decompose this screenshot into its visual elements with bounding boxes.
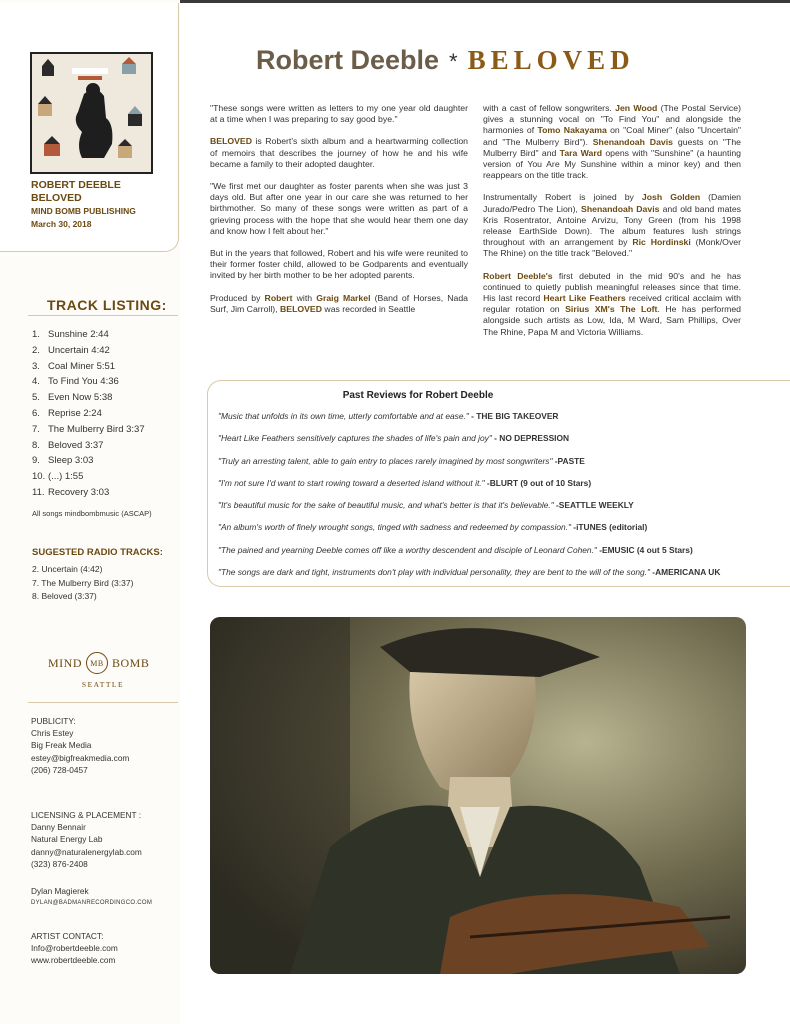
review-item xyxy=(218,433,720,455)
radio-tracks-heading: SUGESTED RADIO TRACKS: xyxy=(32,547,163,558)
contact-heading: ARTIST CONTACT: xyxy=(31,931,104,941)
bio-paragraph xyxy=(483,103,741,181)
review-source: -PASTE xyxy=(552,455,585,466)
track-number: 9. xyxy=(32,455,40,467)
bio-text: "These songs were written as letters to my one year old daughter at a time when I was preparing to say good bye." xyxy=(210,103,468,125)
bio-text: first debuted in the mid 90's and he has continued to quietly publish meaningful releases since that time. His last record xyxy=(483,270,741,304)
title-artist: Robert Deeble xyxy=(256,45,440,75)
track-number: 6. xyxy=(32,407,40,419)
contact-company: Natural Energy Lab xyxy=(31,834,103,845)
review-item xyxy=(218,478,720,500)
track-title: Beloved 3:37 xyxy=(48,439,104,451)
bio-paragraph xyxy=(483,192,741,259)
licensing-contact xyxy=(31,809,142,870)
contact-email-link[interactable]: estey@bigfreakmedia.com xyxy=(31,752,130,763)
track-number: 11. xyxy=(32,486,45,498)
track-number: 3. xyxy=(32,360,40,372)
list-item xyxy=(32,359,145,375)
track-title: To Find You 4:36 xyxy=(48,376,119,388)
list-item xyxy=(32,485,145,501)
bio-text: Instrumentally Robert is joined by xyxy=(483,192,642,203)
list-item xyxy=(32,327,145,343)
release-date: March 30, 2018 xyxy=(31,219,92,229)
list-item: 7. The Mulberry Bird (3:37) xyxy=(32,577,134,588)
track-number: 10. xyxy=(32,471,46,483)
list-item xyxy=(32,406,145,422)
release-album: BELOVED xyxy=(31,192,82,204)
list-item xyxy=(32,422,145,438)
bio-column-right xyxy=(483,103,741,349)
bio-highlight: BELOVED xyxy=(280,303,322,314)
review-item xyxy=(218,456,720,478)
artist-contact xyxy=(31,930,118,967)
bio-paragraph xyxy=(210,136,468,170)
contact-email-link[interactable]: danny@naturalenergylab.com xyxy=(31,846,142,857)
logo-text-left: MIND xyxy=(48,655,82,670)
divider xyxy=(28,315,178,316)
bio-paragraph xyxy=(483,271,741,338)
bio-text: was recorded in Seattle xyxy=(322,303,416,314)
track-title: Even Now 5:38 xyxy=(48,392,113,404)
reviews-panel xyxy=(207,380,790,587)
divider xyxy=(28,702,178,703)
logo-text-right: BOMB xyxy=(112,655,150,670)
publishing-note: All songs mindbombmusic (ASCAP) xyxy=(32,509,152,518)
review-quote: "An album's worth of finely wrought songs, tinged with sadness and redeemed by compassion." xyxy=(218,522,571,533)
review-quote: "The pained and yearning Deeble comes off like a worthy descendent and disciple of Leonard Cohen." xyxy=(218,544,597,555)
track-title: Reprise 2:24 xyxy=(48,407,102,419)
contact-company: Big Freak Media xyxy=(31,740,92,751)
list-item: 2. Uncertain (4:42) xyxy=(32,564,103,574)
bio-text: Produced by xyxy=(210,292,265,303)
list-item xyxy=(32,343,145,359)
track-number: 7. xyxy=(32,423,40,435)
sidebar xyxy=(0,0,180,1024)
reviews-title: Past Reviews for Robert Deeble xyxy=(342,390,494,401)
publicity-contact xyxy=(31,715,129,776)
star-separator-icon: * xyxy=(449,49,458,74)
track-number: 2. xyxy=(32,344,40,356)
bio-paragraph xyxy=(210,181,468,237)
track-listing-heading: TRACK LISTING: xyxy=(47,297,167,313)
bio-highlight: Graig Markel xyxy=(316,292,371,303)
artist-photo xyxy=(210,617,746,974)
reviews-list xyxy=(218,411,720,589)
contact-phone: (206) 728-0457 xyxy=(31,764,88,775)
track-number: 5. xyxy=(32,392,40,404)
review-item xyxy=(218,567,720,589)
release-label: MIND BOMB PUBLISHING xyxy=(31,206,136,216)
bio-column-left xyxy=(210,103,468,326)
track-title: The Mulberry Bird 3:37 xyxy=(48,423,145,435)
track-title: Coal Miner 5:51 xyxy=(48,360,116,372)
bio-paragraph xyxy=(210,248,468,282)
dylan-contact xyxy=(31,885,152,909)
bio-text: and old band mates Kris Rosentrator, Antoine Arvizu, Tony Green (from his 1998 release EarthSide Down). The album features lush strings throughout with an arrangement by xyxy=(483,203,741,248)
bio-highlight: Sirius XM's The Loft xyxy=(565,304,658,315)
release-artist: ROBERT DEEBLE xyxy=(31,179,121,191)
website-link[interactable]: www.robertdeeble.com xyxy=(31,955,116,966)
review-source: - THE BIG TAKEOVER xyxy=(468,411,559,421)
review-source: -AMERICANA UK xyxy=(649,567,721,578)
list-item xyxy=(32,469,145,485)
track-title: Uncertain 4:42 xyxy=(48,344,110,356)
track-number: 1. xyxy=(32,329,40,340)
contact-email-link[interactable]: Info@robertdeeble.com xyxy=(31,943,118,954)
review-quote: "The songs are dark and tight, instruments don't play with individual personality, they are bent to the will of the song." xyxy=(218,567,650,578)
bio-text: (Damien Jurado/Pedro The Lion), xyxy=(483,192,741,214)
review-source: -iTUNES (editorial) xyxy=(570,522,648,533)
album-cover-image xyxy=(30,52,153,174)
review-quote: "It's beautiful music for the sake of beautiful music, and what's better is that it's believable." xyxy=(218,500,554,511)
bio-paragraph xyxy=(210,293,468,315)
release-info xyxy=(31,179,136,231)
list-item xyxy=(32,374,145,390)
list-item xyxy=(32,453,145,469)
list-item xyxy=(32,390,145,406)
bio-text: (Monk/Over The Rhine) on the title track "Beloved." xyxy=(483,237,742,259)
review-source: -BLURT (9 out of 10 Stars) xyxy=(484,477,592,488)
track-title: Sleep 3:03 xyxy=(48,455,94,467)
contact-heading: LICENSING & PLACEMENT : xyxy=(31,810,142,820)
page-title xyxy=(256,45,635,76)
review-item xyxy=(218,500,720,522)
bio-highlight: Robert Deeble's xyxy=(483,270,553,281)
bio-text: with xyxy=(292,292,317,303)
logo-emblem: MB xyxy=(86,652,108,674)
track-number: 4. xyxy=(32,376,40,388)
bio-text: . He has performed alongside such artists as Low, Ida, M Ward, Sam Phillips, Over The Rhine, Papa M and Victoria Williams. xyxy=(483,304,741,337)
logo-city: SEATTLE xyxy=(81,680,125,689)
bio-text: (The Postal Service) gives a stunning vocal on "To Find You" and alongside the harmonies of xyxy=(483,103,741,136)
contact-phone: (323) 876-2408 xyxy=(31,858,88,869)
bio-text: is Robert's sixth album and a heartwarming collection of memoirs that describes the journey of how he and his wife became a family to their adopted daughter. xyxy=(210,136,468,169)
review-quote: "Truly an arresting talent, able to gain entry to places rarely imagined by most songwriters" xyxy=(218,455,553,466)
bio-text: opens with "Sunshine" (a haunting version of You Are My Sunshine within a minor key) and then reappears on the title track. xyxy=(483,147,742,181)
review-quote: "Heart Like Feathers sensitively captures the shades of life's pain and joy" xyxy=(218,433,492,444)
bio-highlight: Jen Wood xyxy=(615,103,658,113)
bio-highlight: Tara Ward xyxy=(559,147,603,158)
track-list xyxy=(32,327,145,501)
bio-text: (Band of Horses, Nada Surf, Jim Carroll), xyxy=(210,292,468,314)
contact-heading: PUBLICITY: xyxy=(31,716,76,726)
review-item xyxy=(218,545,720,567)
bio-text: received critical acclaim with regular rotation on xyxy=(483,293,741,315)
radio-track-list xyxy=(32,563,133,604)
bio-text: on "Coal Miner" (also "Uncertain" and "The Mulberry Bird"). xyxy=(483,125,741,147)
track-title: Sunshine 2:44 xyxy=(48,329,109,340)
bio-paragraph xyxy=(210,103,468,125)
bio-text: with a cast of fellow songwriters. xyxy=(483,103,616,113)
review-item xyxy=(218,411,720,433)
contact-name: Danny Bennair xyxy=(31,822,86,833)
contact-name: Dylan Magierek xyxy=(31,886,89,896)
review-quote: "I'm not sure I'd want to start rowing toward a deserted island without it." xyxy=(218,477,485,488)
bio-highlight: Ric Hordinski xyxy=(632,237,691,248)
contact-email-link[interactable]: DYLAN@BADMANRECORDINGCO.COM xyxy=(31,900,153,907)
contact-name: Chris Estey xyxy=(31,728,74,739)
review-source: -EMUSIC (4 out 5 Stars) xyxy=(596,544,693,555)
track-title: (...) 1:55 xyxy=(48,471,84,483)
bio-text: "We first met our daughter as foster parents when she was just 3 days old. But after one year in our care she was returned to her birthmother. So many of these songs were written as part of a grieving process with the hope that she would hear them one day and know how I felt about her." xyxy=(210,181,468,236)
review-quote: "Music that unfolds in its own time, utterly comfortable and at ease." xyxy=(218,411,469,421)
bio-highlight: Josh Golden xyxy=(641,192,701,203)
bio-text: But in the years that followed, Robert and his wife were reunited to their former foster child, allowed to be Godparents and eventually invited by her birth mother to be her adopted parents. xyxy=(210,248,468,281)
list-item: 8. Beloved (3:37) xyxy=(32,591,97,601)
bio-highlight: Tomo Nakayama xyxy=(537,125,607,136)
bio-highlight: Shenandoah Davis xyxy=(581,203,660,214)
review-source: -SEATTLE WEEKLY xyxy=(553,500,634,511)
bio-highlight: Shenandoah Davis xyxy=(592,136,673,147)
bio-highlight: Heart Like Feathers xyxy=(543,293,626,304)
title-album: BELOVED xyxy=(467,45,635,75)
bio-highlight: BELOVED xyxy=(210,136,252,147)
track-number: 8. xyxy=(32,439,40,451)
review-source: - NO DEPRESSION xyxy=(491,433,570,444)
bio-text: guests on "The Mulberry Bird" and xyxy=(483,136,741,158)
list-item xyxy=(32,438,145,454)
track-title: Recovery 3:03 xyxy=(48,486,110,498)
review-item xyxy=(218,522,720,544)
mind-bomb-logo xyxy=(48,652,163,698)
bio-highlight: Robert xyxy=(264,292,293,303)
